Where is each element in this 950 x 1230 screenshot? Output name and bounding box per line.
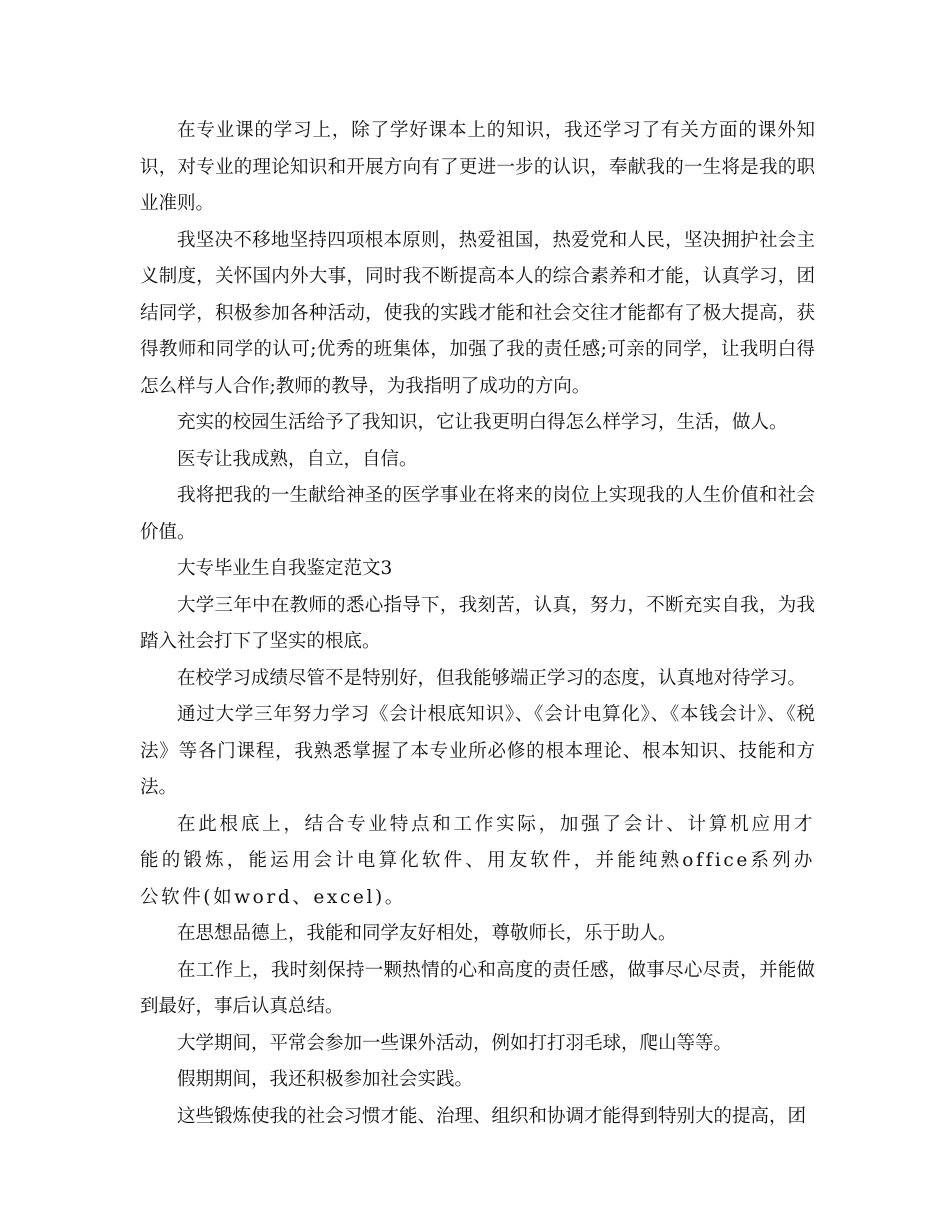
paragraph-12: 大学期间，平常会参加一些课外活动，例如打打羽毛球，爬山等等。 — [177, 1032, 733, 1054]
document-body — [140, 113, 815, 1135]
paragraph-8: 通过大学三年努力学习《会计根底知识》、《会计电算化》、《本钱会计》、《税法》等各门课程，我熟悉掌握了本专业所必修的根本理论、根本知识、技能和方法。 — [140, 704, 815, 798]
paragraph-10: 在思想品德上，我能和同学友好相处，尊敬师长，乐于助人。 — [177, 923, 677, 944]
paragraph-6: 大学三年中在教师的悉心指导下，我刻苦，认真，努力，不断充实自我，为我踏入社会打下了坚实的根底。 — [140, 594, 815, 652]
paragraph-2: 我坚决不移地坚持四项根本原则，热爱祖国，热爱党和人民，坚决拥护社会主义制度，关怀国内外大事，同时我不断提高本人的综合素养和才能，认真学习，团结同学，积极参加各种活动，使我的实践才能和社会交往才能都有了极大提高，获得教师和同学的认可;优秀的班集体，加强了我的责任感;可亲的同学，让我明白得怎么样与人合作;教师的教导，为我指明了成功的方向。 — [140, 229, 815, 397]
paragraph-5: 我将把我的一生献给神圣的医学事业在将来的岗位上实现我的人生价值和社会价值。 — [140, 485, 815, 543]
paragraph-7: 在校学习成绩尽管不是特别好，但我能够端正学习的态度，认真地对待学习。 — [177, 667, 807, 689]
paragraph-4: 医专让我成熟，自立，自信。 — [177, 448, 418, 470]
section-heading: 大专毕业生自我鉴定范文3 — [177, 558, 393, 579]
paragraph-14: 这些锻炼使我的社会习惯才能、治理、组织和协调才能得到特别大的提高，团 — [177, 1105, 807, 1127]
paragraph-11: 在工作上，我时刻保持一颗热情的心和高度的责任感，做事尽心尽责，并能做到最好，事后认真总结。 — [140, 959, 815, 1017]
paragraph-13: 假期期间，我还积极参加社会实践。 — [177, 1069, 474, 1090]
paragraph-3: 充实的校园生活给予了我知识，它让我更明白得怎么样学习，生活，做人。 — [177, 412, 788, 433]
paragraph-1: 在专业课的学习上，除了学好课本上的知识，我还学习了有关方面的课外知识，对专业的理论知识和开展方向有了更进一步的认识，奉献我的一生将是我的职业准则。 — [140, 120, 815, 214]
paragraph-9: 在此根底上，结合专业特点和工作实际，加强了会计、计算机应用才能的锻炼，能运用会计电算化软件、用友软件，并能纯熟office系列办公软件(如word、excel)。 — [140, 813, 815, 908]
